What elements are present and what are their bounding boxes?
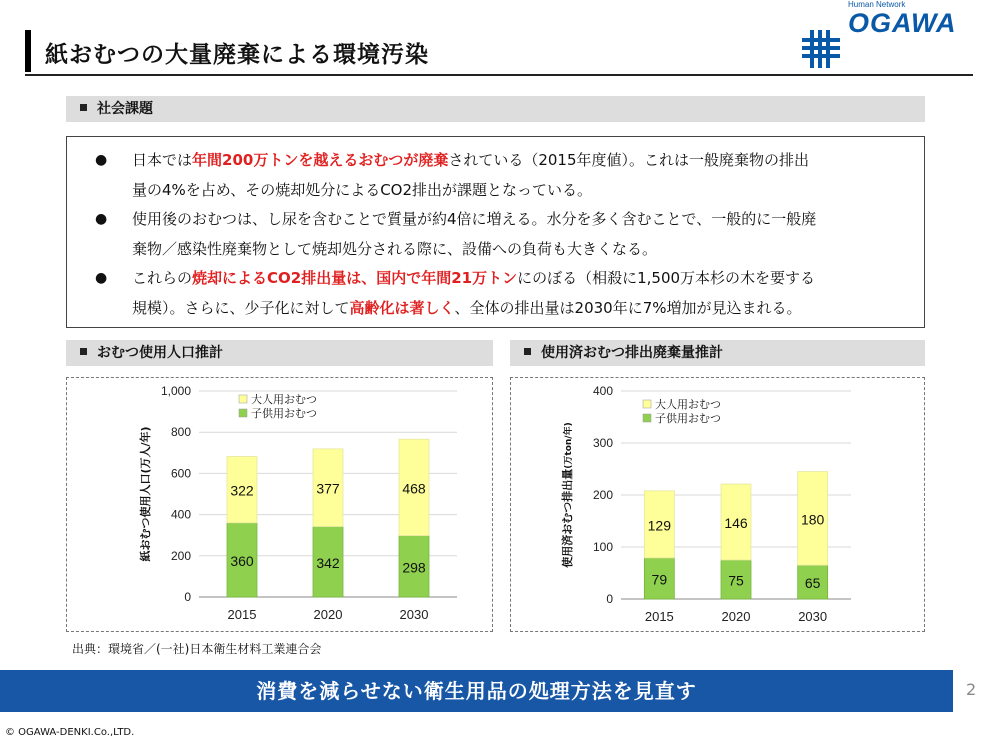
x-tick-label: 2020: [313, 607, 343, 622]
y-tick-label: 300: [592, 436, 613, 450]
issue-line: [132, 263, 899, 293]
y-tick-label: 1,000: [160, 384, 191, 398]
y-axis-label: [138, 426, 152, 562]
square-bullet-icon: [80, 104, 87, 111]
y-tick-label: 0: [184, 590, 191, 604]
y-tick-label: 800: [170, 425, 191, 440]
chart-usage-population-svg: [67, 378, 492, 631]
highlight-text: 高齢化は著しく: [349, 299, 455, 317]
legend-label: 子供用おむつ: [251, 407, 317, 420]
y-axis-label: [560, 422, 574, 567]
highlight-text: 年間200万トンを越えるおむつが廃棄: [192, 151, 449, 169]
data-label: 180: [800, 511, 825, 528]
x-tick-label: 2015: [644, 609, 674, 624]
body-text: 日本では: [132, 151, 193, 169]
y-axis-label-text: 使用済おむつ排出量: [561, 468, 574, 568]
y-axis-label-text: 紙おむつ使用人口(万人/年): [139, 426, 152, 562]
legend-label: 大人用おむつ: [251, 393, 317, 406]
data-label: 322: [230, 482, 254, 499]
issue-line: [132, 175, 899, 205]
highlight-text: 焼却によるCO2排出量は、国内で年間21万トン: [192, 269, 518, 287]
legend-swatch: [239, 395, 247, 403]
issue-text: [132, 263, 899, 323]
source-citation: 出典：環境省／(一社)日本衛生材料工業連合会: [72, 642, 322, 656]
legend-swatch: [643, 400, 651, 408]
data-label: 468: [402, 480, 426, 497]
section-header-usage-population: [66, 340, 493, 366]
body-text: これらの: [132, 269, 193, 287]
body-text: されている（2015年度値）。これは一般廃棄物の排出: [448, 151, 810, 169]
chart-waste-amount: [510, 377, 925, 632]
y-tick-label: 100: [592, 540, 613, 554]
data-label: 146: [724, 515, 748, 532]
issue-line: [132, 234, 899, 264]
issue-line: [132, 145, 899, 175]
logo-wordmark: OGAWA: [848, 8, 957, 38]
legend-swatch: [239, 409, 247, 417]
y-tick-label: 200: [592, 488, 613, 502]
issue-line: [132, 204, 899, 234]
issue-text: [132, 145, 899, 205]
bullet-icon: ●: [95, 270, 108, 286]
data-label: 79: [651, 571, 668, 588]
legend-label: 子供用おむつ: [655, 412, 721, 425]
y-axis-unit: (万ton/年): [564, 422, 574, 469]
data-label: 298: [402, 559, 426, 576]
data-label: 129: [647, 517, 672, 534]
section-heading: 使用済おむつ排出廃棄量推計: [541, 345, 723, 361]
x-tick-label: 2030: [399, 607, 429, 622]
x-tick-label: 2030: [798, 609, 828, 624]
legend-label: 大人用おむつ: [655, 398, 721, 411]
data-label: 377: [316, 480, 340, 497]
y-tick-label: 400: [592, 384, 613, 398]
y-tick-label: 400: [170, 507, 191, 522]
data-label: 342: [316, 554, 340, 571]
title-divider: [25, 74, 973, 76]
data-label: 65: [804, 575, 821, 592]
bullet-icon: ●: [95, 152, 108, 168]
legend-swatch: [643, 414, 651, 422]
square-bullet-icon: [524, 348, 531, 355]
body-text: 規模）。さらに、少子化に対して: [132, 299, 350, 317]
square-bullet-icon: [80, 348, 87, 355]
title-accent-bar: [25, 30, 31, 72]
logo-tagline: Human Network: [848, 0, 906, 9]
x-tick-label: 2020: [721, 609, 751, 624]
conclusion-banner: 消費を減らせない衛生用品の処理方法を見直す: [0, 670, 953, 712]
issue-text: [132, 204, 899, 264]
body-text: 使用後のおむつは、し尿を含むことで質量が約4倍に増える。水分を多く含むことで、一般的に一般廃: [132, 210, 817, 228]
data-label: 75: [728, 572, 744, 589]
y-tick-label: 0: [606, 592, 613, 606]
chart-waste-amount-svg: [511, 378, 924, 631]
section-header-social-issues: [66, 96, 925, 122]
bullet-icon: ●: [95, 211, 108, 227]
section-header-waste-amount: [510, 340, 925, 366]
section-heading: おむつ使用人口推計: [97, 345, 223, 361]
social-issues-box: [66, 136, 925, 328]
x-tick-label: 2015: [227, 607, 257, 622]
page-number: 2: [966, 680, 977, 699]
body-text: 棄物／感染性廃棄物として焼却処分される際に、設備への負荷も大きくなる。: [132, 240, 658, 258]
copyright-notice: © OGAWA-DENKI.Co.,LTD.: [5, 727, 135, 738]
issue-line: [132, 293, 899, 323]
body-text: にのぼる（相殺に1,500万本杉の木を要する: [517, 269, 816, 287]
section-heading: 社会課題: [97, 101, 153, 117]
logo-mark-icon: [800, 28, 844, 72]
page-title: 紙おむつの大量廃棄による環境汚染: [45, 42, 429, 68]
y-tick-label: 200: [170, 548, 191, 563]
data-label: 360: [230, 552, 254, 569]
body-text: 、全体の排出量は2030年に7%増加が見込まれる。: [454, 299, 802, 317]
chart-usage-population: [66, 377, 493, 632]
body-text: 量の4%を占め、その焼却処分によるCO2排出が課題となっている。: [132, 181, 593, 199]
y-tick-label: 600: [170, 466, 191, 481]
